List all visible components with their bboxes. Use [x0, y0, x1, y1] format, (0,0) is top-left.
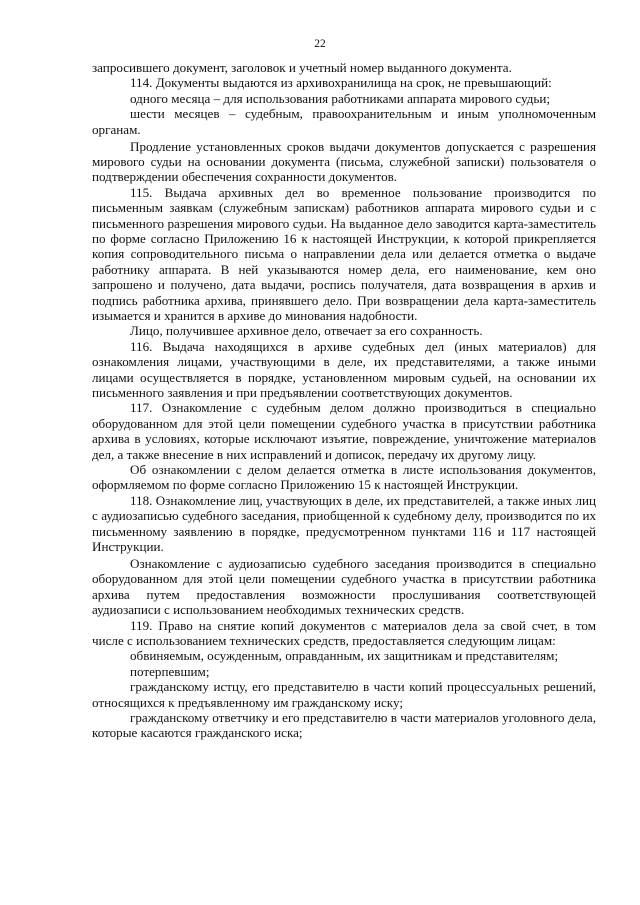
paragraph: Лицо, получившее архивное дело, отвечает за его сохранность. — [130, 323, 483, 339]
paragraph: 114. Документы выдаются из архивохранилища на срок, не превышающий: — [130, 75, 552, 91]
paragraph: одного месяца – для использования работниками аппарата мирового судьи; — [130, 90, 551, 106]
paragraph: 116. Выдача находящихся в архиве судебных дел (иных материалов) для ознакомления лицами, участвующими в деле, их представителями, а также иными лицами осуществляется в порядке, установленном мировым судьей, на основании их письменного заявления и при предъявлении соответствующих документов. — [92, 338, 596, 401]
paragraph: потерпевшим; — [130, 663, 210, 679]
document-body — [92, 60, 596, 741]
paragraph: гражданскому истцу, его представителю в части копий процессуальных решений, относящихся к предъявленному им гражданскому иску; — [92, 679, 596, 710]
paragraph: 119. Право на снятие копий документов с материалов дела за свой счет, в том числе с использованием технических средств, предоставляется следующим лицам: — [92, 617, 596, 649]
paragraph: 115. Выдача архивных дел во временное пользование производится по письменным заявкам (служебным запискам) работников аппарата мирового судьи и с письменного разрешения мирового судьи. На выданное дело заводится карта-заместитель по форме согласно Приложению 16 к настоящей Инструкции, к которой прикрепляется копия сопроводительного письма о направлении дела или делается отметка о выдаче работнику аппарата. В ней указываются номер дела, его наименование, кем оно запрошено и получено, дата выдачи, роспись получателя, дата возвращения в архив и подпись работника архива, принявшего дело. При возвращении дела карта-заместитель изымается и хранится в архиве до минования надобности. — [92, 184, 596, 323]
paragraph: Ознакомление с аудиозаписью судебного заседания производится в специально оборудованном для этой цели помещении судебного участка в присутствии работника архива путем предоставления возможности прослушивания соответствующей аудиозаписи с использованием необходимых технических средств. — [92, 556, 596, 618]
paragraph: 118. Ознакомление лиц, участвующих в деле, их представителей, а также иных лиц с аудиозаписью судебного заседания, приобщенной к судебному делу, производится по их письменному заявлению в порядке, предусмотренном пунктами 116 и 117 настоящей Инструкции. — [92, 492, 596, 555]
paragraph: гражданскому ответчику и его представителю в части материалов уголовного дела, которые касаются гражданского иска; — [92, 710, 596, 741]
page-number: 22 — [314, 38, 326, 50]
paragraph: Продление установленных сроков выдачи документов допускается с разрешения мирового судьи на основании документа (письма, служебной записки) пользователя о подтверждении обеспечения сохранности документов. — [92, 138, 596, 185]
paragraph: 117. Ознакомление с судебным делом должно производиться в специально оборудованном для этой цели помещении судебного участка в присутствии работника архива в условиях, которые исключают изъятие, повреждение, уничтожение материалов дел, а также внесение в них исправлений и дописок, передачу их другому лицу. — [92, 400, 596, 462]
paragraph: обвиняемым, осужденным, оправданным, их защитникам и представителям; — [130, 648, 559, 664]
paragraph: запросившего документ, заголовок и учетный номер выданного документа. — [92, 60, 512, 75]
paragraph: Об ознакомлении с делом делается отметка в листе использования документов, оформляемом по форме согласно Приложению 15 к настоящей Инструкции. — [92, 462, 596, 493]
paragraph: шести месяцев – судебным, правоохранительным и иным уполномоченным органам. — [92, 106, 596, 137]
